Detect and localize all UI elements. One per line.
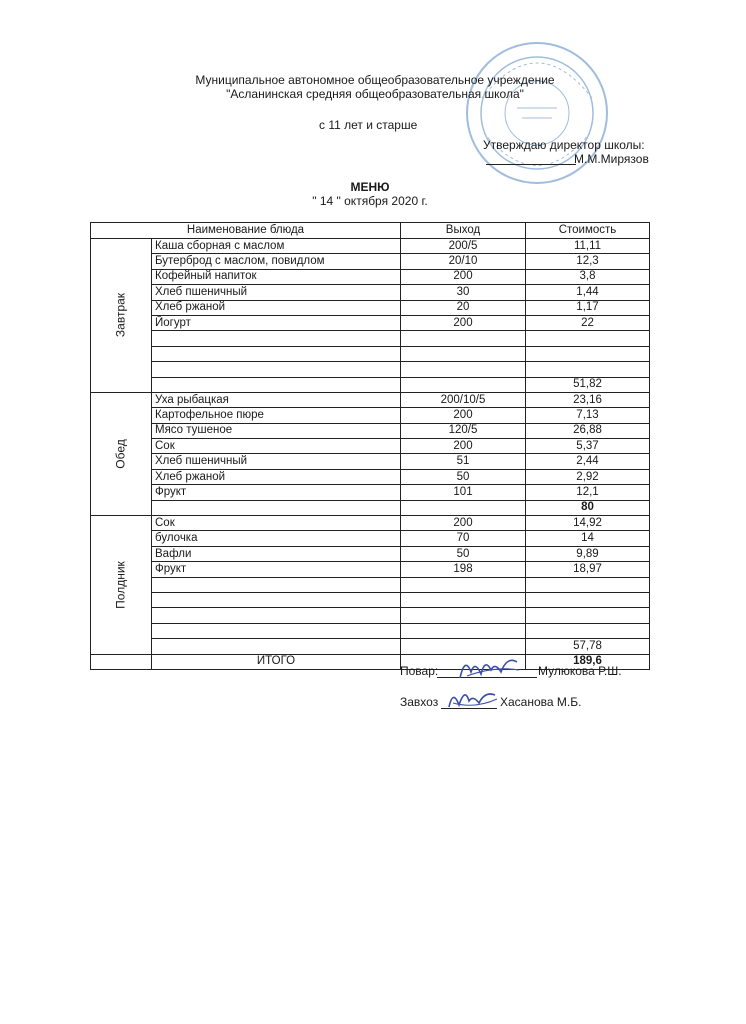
dish-name: Хлеб ржаной (152, 469, 401, 484)
dish-cost (526, 608, 650, 623)
subtotal-empty (401, 377, 526, 392)
dish-yield (401, 346, 526, 361)
dish-yield: 20/10 (401, 254, 526, 269)
section-subtotal: 57,78 (526, 639, 650, 654)
dish-cost (526, 331, 650, 346)
dish-name: Бутерброд с маслом, повидлом (152, 254, 401, 269)
dish-cost: 7,13 (526, 408, 650, 423)
dish-cost: 1,44 (526, 285, 650, 300)
dish-cost: 11,11 (526, 239, 650, 254)
dish-name: Хлеб пшеничный (152, 285, 401, 300)
dish-yield (401, 362, 526, 377)
dish-yield: 200 (401, 315, 526, 330)
dish-name: Хлеб пшеничный (152, 454, 401, 469)
manager-handwritten-signature (445, 683, 501, 713)
dish-cost: 18,97 (526, 562, 650, 577)
table-row (91, 331, 650, 346)
age-group: с 11 лет и старше (319, 118, 418, 132)
dish-yield: 50 (401, 469, 526, 484)
section-cell (91, 516, 152, 655)
dish-cost (526, 623, 650, 638)
table-row (91, 485, 650, 500)
table-row (91, 546, 650, 561)
menu-title: МЕНЮ (350, 180, 390, 194)
dish-name: Вафли (152, 546, 401, 561)
table-row (91, 469, 650, 484)
table-row (91, 346, 650, 361)
dish-cost: 5,37 (526, 439, 650, 454)
dish-cost: 14,92 (526, 516, 650, 531)
table-row (91, 577, 650, 592)
dish-yield: 200 (401, 439, 526, 454)
table-row (91, 285, 650, 300)
dish-cost (526, 577, 650, 592)
dish-cost (526, 592, 650, 607)
cook-name: Мулюкова Р.Ш. (538, 664, 622, 678)
section-cell (91, 239, 152, 393)
table-row (91, 516, 650, 531)
dish-cost: 12,3 (526, 254, 650, 269)
dish-yield: 200 (401, 408, 526, 423)
table-row (91, 392, 650, 407)
subtotal-row (91, 377, 650, 392)
section-label: Обед (113, 439, 128, 469)
dish-yield (401, 608, 526, 623)
dish-yield: 30 (401, 285, 526, 300)
subtotal-row (91, 500, 650, 515)
table-row (91, 300, 650, 315)
dish-yield: 200/10/5 (401, 392, 526, 407)
director-signature-line (486, 164, 576, 165)
dish-cost: 23,16 (526, 392, 650, 407)
table-row (91, 439, 650, 454)
dish-name: Сок (152, 439, 401, 454)
table-row (91, 315, 650, 330)
subtotal-row (91, 639, 650, 654)
dish-yield (401, 577, 526, 592)
dish-cost: 12,1 (526, 485, 650, 500)
table-row (91, 592, 650, 607)
table-row (91, 362, 650, 377)
approve-line: Утверждаю директор школы: (483, 138, 645, 152)
subtotal-empty (152, 639, 401, 654)
table-row (91, 608, 650, 623)
header-cost: Стоимость (526, 223, 650, 239)
table-row (91, 454, 650, 469)
manager-name: Хасанова М.Б. (500, 695, 582, 709)
section-cell (91, 392, 152, 515)
total-empty (91, 654, 152, 669)
dish-yield: 200 (401, 269, 526, 284)
dish-yield: 200 (401, 516, 526, 531)
dish-name: Каша сборная с маслом (152, 239, 401, 254)
dish-yield: 50 (401, 546, 526, 561)
dish-cost: 3,8 (526, 269, 650, 284)
dish-cost (526, 362, 650, 377)
dish-cost (526, 346, 650, 361)
table-row (91, 562, 650, 577)
dish-yield: 20 (401, 300, 526, 315)
dish-name: булочка (152, 531, 401, 546)
table-row (91, 531, 650, 546)
dish-yield: 200/5 (401, 239, 526, 254)
header-dish-name: Наименование блюда (91, 223, 401, 239)
dish-name (152, 362, 401, 377)
subtotal-empty (401, 500, 526, 515)
dish-name: Хлеб ржаной (152, 300, 401, 315)
manager-label: Завхоз (400, 695, 439, 709)
dish-yield (401, 623, 526, 638)
dish-name (152, 577, 401, 592)
dish-yield: 101 (401, 485, 526, 500)
dish-name: Уха рыбацкая (152, 392, 401, 407)
dish-cost: 26,88 (526, 423, 650, 438)
cook-handwritten-signature (455, 652, 525, 684)
dish-yield: 198 (401, 562, 526, 577)
section-subtotal: 51,82 (526, 377, 650, 392)
dish-name: Фрукт (152, 485, 401, 500)
subtotal-empty (152, 377, 401, 392)
section-label: Полдник (113, 560, 128, 609)
dish-yield: 51 (401, 454, 526, 469)
section-subtotal: 80 (526, 500, 650, 515)
dish-name: Мясо тушеное (152, 423, 401, 438)
dish-name (152, 346, 401, 361)
dish-cost: 9,89 (526, 546, 650, 561)
dish-cost: 2,92 (526, 469, 650, 484)
dish-yield (401, 592, 526, 607)
dish-name: Сок (152, 516, 401, 531)
total-value: 189,6 (526, 654, 650, 669)
menu-table (90, 222, 650, 670)
dish-cost: 22 (526, 315, 650, 330)
dish-cost: 1,17 (526, 300, 650, 315)
dish-name: Картофельное пюре (152, 408, 401, 423)
dish-name: Йогурт (152, 315, 401, 330)
dish-name (152, 608, 401, 623)
section-label: Завтрак (113, 293, 128, 338)
table-header-row (91, 223, 650, 239)
dish-cost: 2,44 (526, 454, 650, 469)
table-row (91, 269, 650, 284)
org-name-line1: Муниципальное автономное общеобразовательное учреждение (195, 73, 555, 87)
table-row (91, 408, 650, 423)
dish-cost: 14 (526, 531, 650, 546)
dish-name (152, 592, 401, 607)
director-name: М.М.Мирязов (574, 152, 649, 166)
subtotal-empty (152, 500, 401, 515)
header-yield: Выход (401, 223, 526, 239)
org-name-line2: "Асланинская средняя общеобразовательная школа" (226, 87, 524, 101)
dish-name (152, 623, 401, 638)
dish-name: Фрукт (152, 562, 401, 577)
dish-yield: 70 (401, 531, 526, 546)
dish-name (152, 331, 401, 346)
dish-name: Кофейный напиток (152, 269, 401, 284)
table-row (91, 423, 650, 438)
dish-yield: 120/5 (401, 423, 526, 438)
table-row (91, 239, 650, 254)
table-row (91, 623, 650, 638)
table-row (91, 254, 650, 269)
menu-date: " 14 " октября 2020 г. (312, 194, 428, 208)
total-label: ИТОГО (152, 654, 401, 669)
dish-yield (401, 331, 526, 346)
cook-label: Повар: (400, 664, 439, 678)
